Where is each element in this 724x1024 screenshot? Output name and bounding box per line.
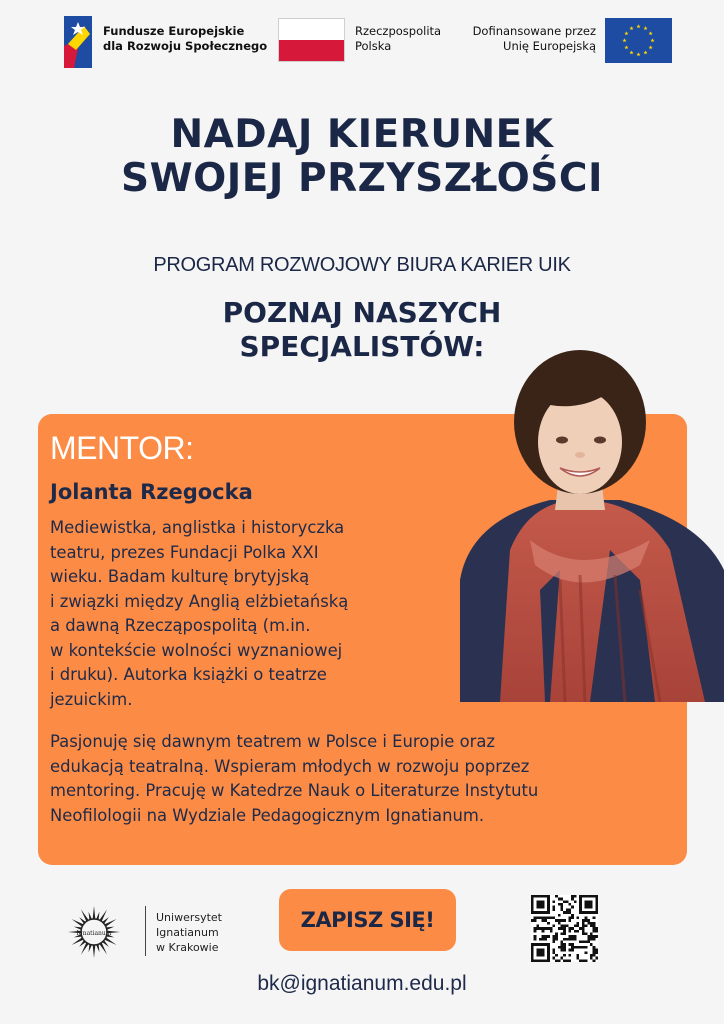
uni-line-2: Ignatianum xyxy=(156,926,219,939)
university-name xyxy=(156,910,222,955)
fundusze-europejskie-logo-icon xyxy=(64,16,92,68)
mentor-photo xyxy=(440,350,724,702)
signup-button[interactable]: ZAPISZ SIĘ! xyxy=(279,889,456,951)
polish-flag-icon xyxy=(278,18,345,62)
main-headline xyxy=(0,113,724,201)
sun-ray-icon xyxy=(93,906,96,920)
ignatianum-emblem-icon xyxy=(66,904,122,960)
rp-line-2: Polska xyxy=(355,39,392,53)
program-subtitle: PROGRAM ROZWOJOWY BIURA KARIER UIK xyxy=(153,254,571,276)
headline-line-2: SWOJEJ PRZYSZŁOŚCI xyxy=(120,156,604,201)
fe-line-2: dla Rozwoju Społecznego xyxy=(103,39,268,53)
eu-line-2: Unię Europejską xyxy=(503,39,596,53)
funding-logos-bar xyxy=(0,14,724,70)
mentor-bio-part-1: Mediewistka, anglistka i historyczka teatru, prezes Fundacji Polka XXI wieku. Badam kulturę brytyjską i związki między Anglią elżbietańską a dawną Rzecząpospolitą (m.in. w kontekście wolności wyznaniowej i druku). Autorka książki o teatrze jezuickim. xyxy=(50,518,349,709)
fe-logo-text xyxy=(103,24,267,54)
rp-logo-text xyxy=(355,24,441,54)
qr-code-icon[interactable] xyxy=(531,895,598,962)
mentor-bio-part-2: Pasjonuję się dawnym teatrem w Polsce i Europie oraz edukacją teatralną. Wspieram młodych w rozwoju poprzez mentoring. Pracuję w Katedrze Nauk o Literaturze Instytutu Neofilologii na Wydziale Pedagogicznym Ignatianum. xyxy=(50,732,539,825)
university-divider xyxy=(145,906,146,956)
fe-line-1: Fundusze Europejskie xyxy=(103,24,245,38)
meet-line-1: POZNAJ NASZYCH xyxy=(222,296,502,329)
headline-line-1: NADAJ KIERUNEK xyxy=(170,112,554,157)
eu-line-1: Dofinansowane przez xyxy=(472,24,596,38)
eu-logo-text xyxy=(473,24,596,54)
mentor-label: MENTOR: xyxy=(50,430,194,466)
uni-line-1: Uniwersytet xyxy=(156,911,222,924)
rp-line-1: Rzeczpospolita xyxy=(355,24,442,38)
meet-line-2: SPECJALISTÓW: xyxy=(239,330,485,363)
sun-ray-icon xyxy=(93,944,96,958)
emblem-text: Ignatianum xyxy=(76,930,112,937)
uni-line-3: w Krakowie xyxy=(156,941,219,954)
mentor-name: Jolanta Rzegocka xyxy=(50,480,253,504)
contact-email-link[interactable]: bk@ignatianum.edu.pl xyxy=(257,972,467,995)
eu-flag-icon xyxy=(605,18,672,63)
